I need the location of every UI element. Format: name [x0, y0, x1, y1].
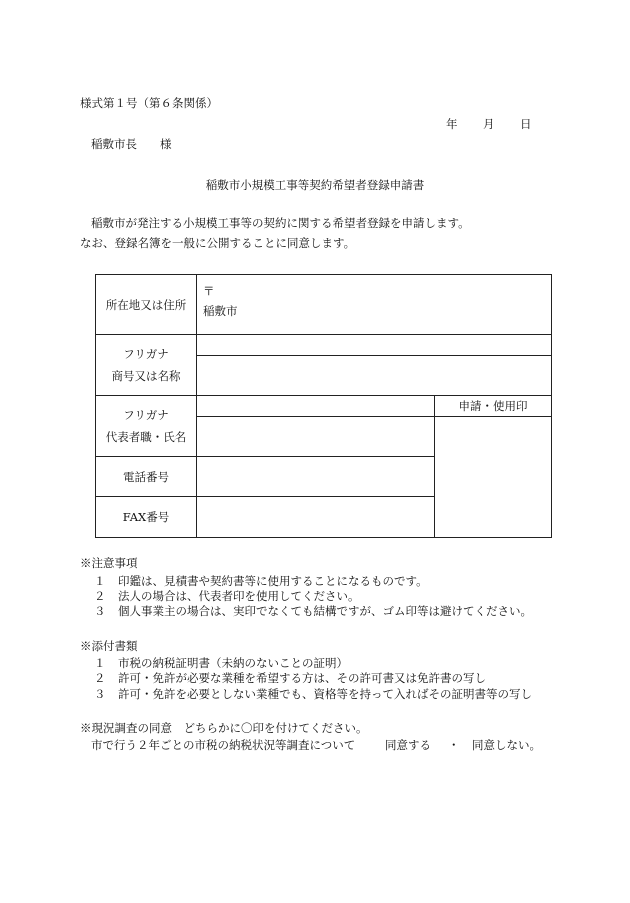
- date-year-label: 年: [446, 117, 458, 131]
- notes-item-3-text: 個人事業主の場合は、実印でなくても結構ですが、ゴム印等は避けてください。: [118, 604, 532, 618]
- representative-name-label: 代表者職・氏名: [105, 430, 187, 444]
- consent-separator: ・: [448, 738, 460, 752]
- attachments-item-1-num: １: [94, 656, 106, 670]
- date-day-label: 日: [520, 117, 532, 131]
- fax-label: FAX番号: [96, 497, 197, 538]
- attachments-heading: ※添付書類: [80, 639, 138, 653]
- address-label: 所在地又は住所: [96, 275, 197, 335]
- address-value: 稲敷市: [203, 304, 238, 318]
- consent-text: 市で行う２年ごとの市税の納税状況等調査について: [91, 738, 356, 752]
- attachments-item-2-num: ２: [94, 671, 106, 685]
- representative-furigana-label: フリガナ: [123, 408, 169, 422]
- representative-name-field[interactable]: [197, 417, 435, 457]
- consent-agree-option[interactable]: 同意する: [385, 738, 431, 752]
- company-furigana-label: フリガナ: [123, 347, 169, 361]
- company-name-field[interactable]: [197, 356, 552, 396]
- document-title: 稲敷市小規模工事等契約希望者登録申請書: [205, 178, 425, 192]
- phone-field[interactable]: [197, 457, 435, 497]
- fax-field[interactable]: [197, 497, 435, 538]
- notes-item-1-num: １: [94, 574, 106, 588]
- notes-item-1-text: 印鑑は、見積書や契約書等に使用することになるものです。: [118, 574, 428, 588]
- phone-label: 電話番号: [96, 457, 197, 497]
- notes-item-3-num: ３: [94, 604, 106, 618]
- consent-heading: ※現況調査の同意 どちらかに〇印を付けてください。: [80, 721, 368, 735]
- company-name-label: 商号又は名称: [111, 369, 181, 383]
- intro-line-1: 稲敷市が発注する小規模工事等の契約に関する希望者登録を申請します。: [91, 216, 470, 230]
- postal-mark: 〒: [203, 284, 215, 298]
- notes-item-2-num: ２: [94, 589, 106, 603]
- representative-furigana-field[interactable]: [197, 396, 435, 417]
- representative-label-cell: [96, 396, 197, 457]
- seal-box[interactable]: [435, 417, 552, 538]
- form-number: 様式第１号（第６条関係）: [80, 96, 218, 110]
- attachments-item-1-text: 市税の納税証明書（未納のないことの証明）: [118, 656, 348, 670]
- addressee: 稲敷市長 様: [91, 137, 172, 151]
- attachments-item-3-num: ３: [94, 687, 106, 701]
- notes-heading: ※注意事項: [80, 556, 138, 570]
- company-furigana-field[interactable]: [197, 335, 552, 356]
- consent-disagree-option[interactable]: 同意しない。: [472, 738, 541, 752]
- company-label-cell: [96, 335, 197, 396]
- attachments-item-2-text: 許可・免許が必要な業種を希望する方は、その許可書又は免許書の写し: [118, 671, 486, 685]
- address-field[interactable]: [197, 275, 552, 335]
- notes-item-2-text: 法人の場合は、代表者印を使用してください。: [118, 589, 360, 603]
- attachments-item-3-text: 許可・免許を必要としない業種でも、資格等を持って入ればその証明書等の写し: [118, 687, 532, 701]
- registration-form-table: [95, 274, 552, 538]
- intro-line-2: なお、登録名簿を一般に公開することに同意します。: [80, 236, 356, 250]
- date-month-label: 月: [483, 117, 495, 131]
- seal-header: 申請・使用印: [435, 396, 552, 417]
